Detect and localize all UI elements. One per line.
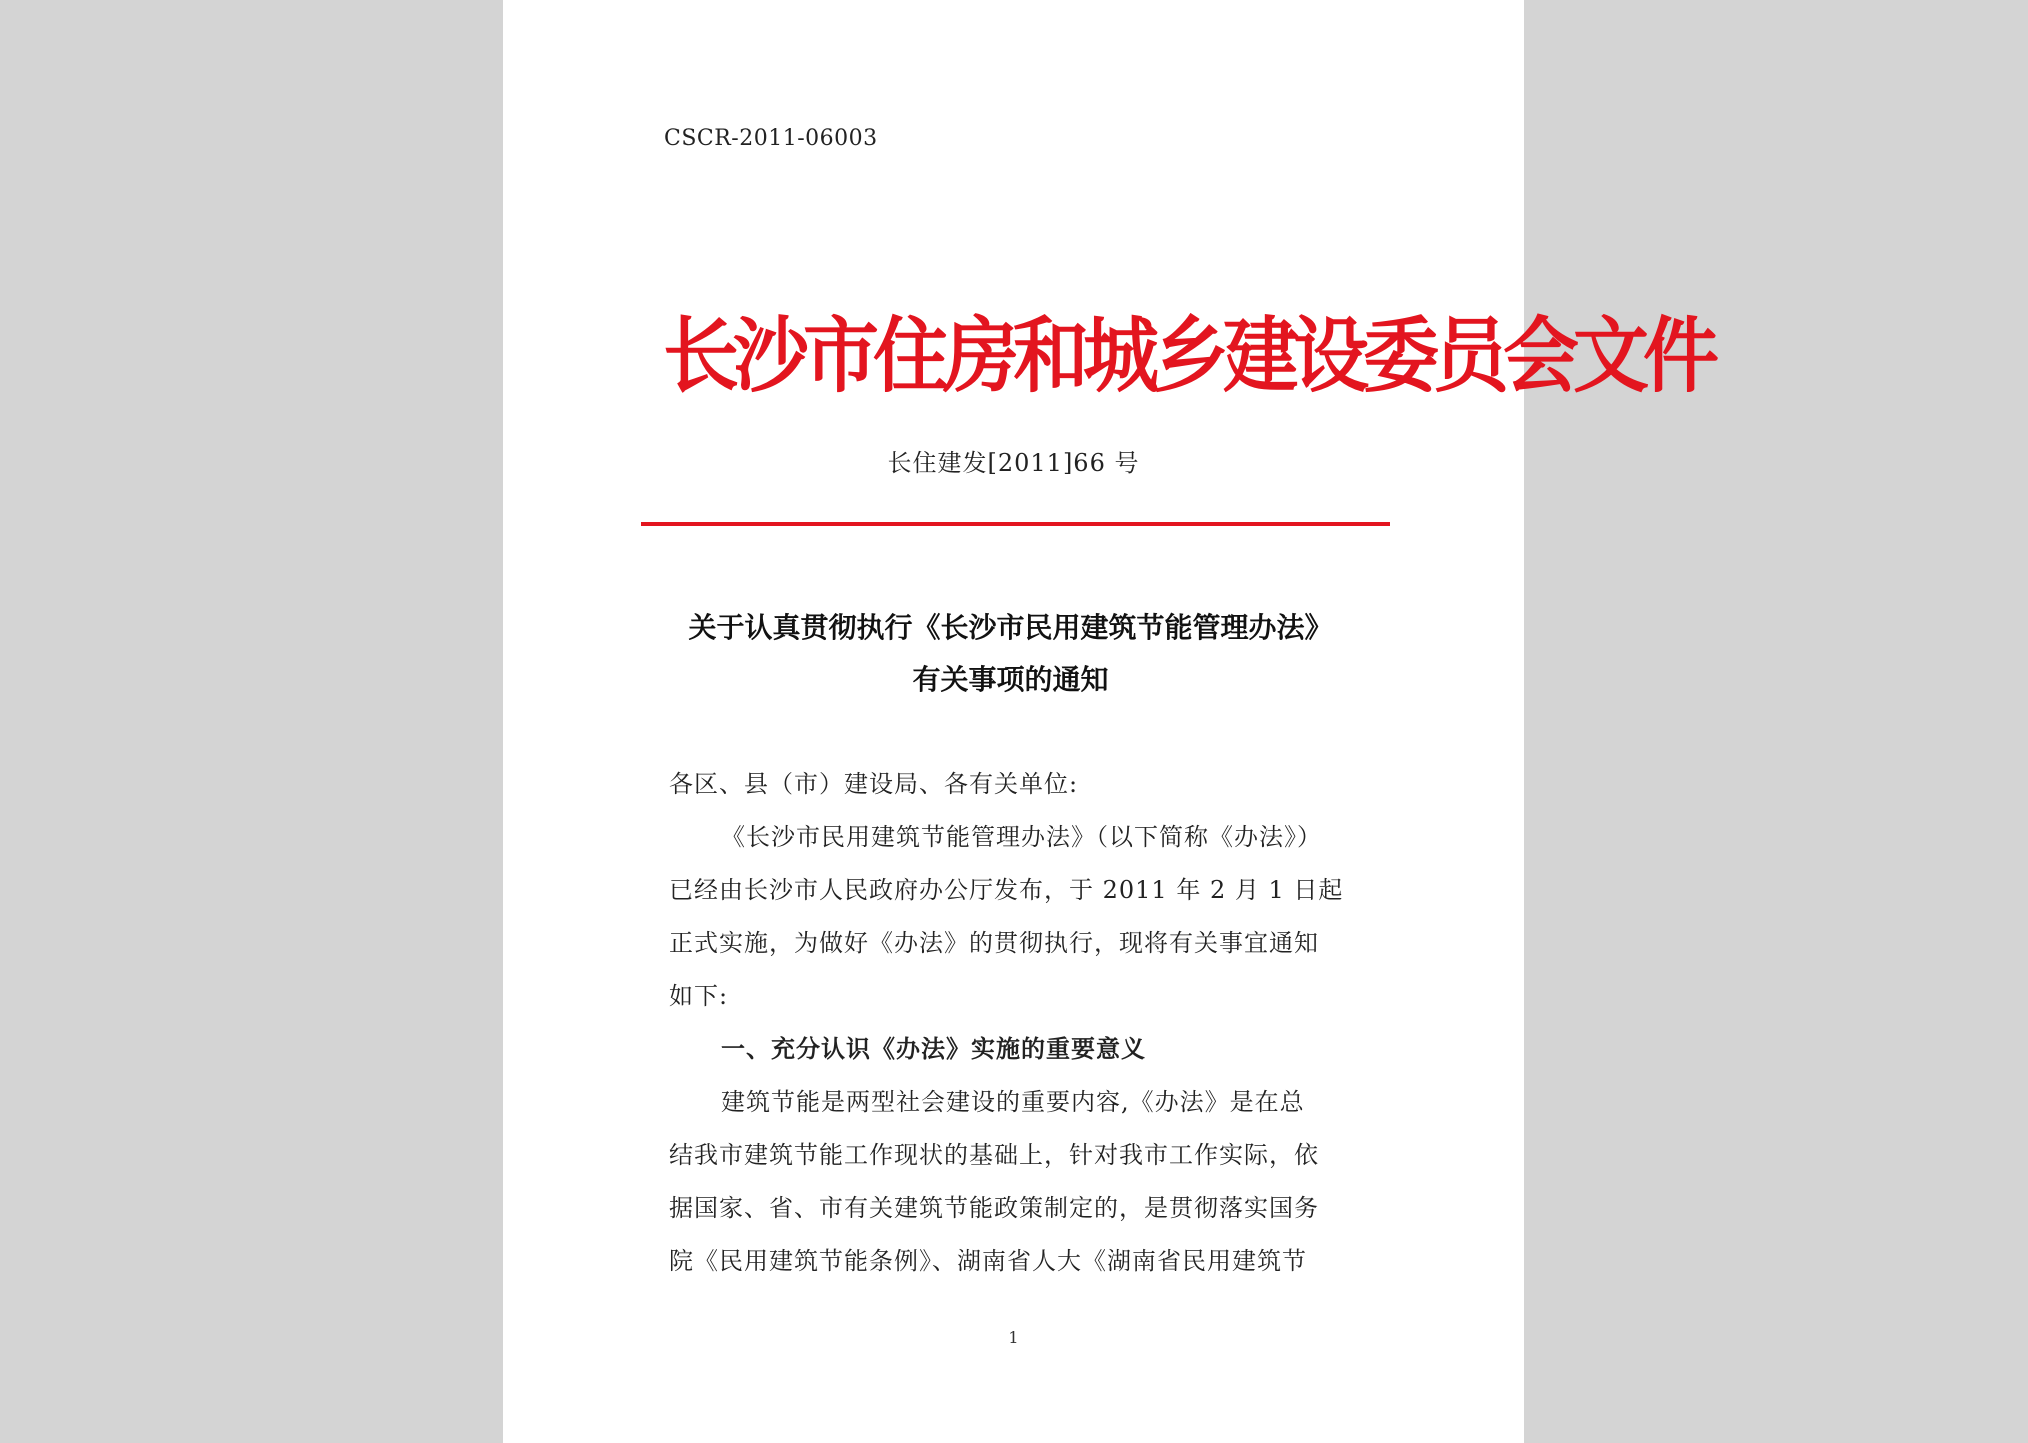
paragraph-1-line: 已经由长沙市人民政府办公厅发布，于 2011 年 2 月 1 日起 <box>669 876 1344 904</box>
paragraph-1-line: 《长沙市民用建筑节能管理办法》（以下简称《办法》） <box>721 823 1322 851</box>
paragraph-2-line: 结我市建筑节能工作现状的基础上，针对我市工作实际，依 <box>669 1141 1319 1169</box>
document-code: CSCR-2011-06003 <box>664 126 878 151</box>
issuer-header: 长沙市住房和城乡建设委员会文件 <box>663 307 1713 404</box>
title-line-2: 有关事项的通知 <box>912 663 1109 696</box>
document-number: 长住建发[2011]66 号 <box>887 449 1140 477</box>
salutation: 各区、县（市）建设局、各有关单位: <box>669 770 1079 798</box>
paragraph-1-line: 如下: <box>669 982 729 1010</box>
title-line-1: 关于认真贯彻执行《长沙市民用建筑节能管理办法》 <box>688 611 1333 644</box>
paragraph-2-line: 建筑节能是两型社会建设的重要内容,《办法》是在总 <box>721 1088 1305 1116</box>
page-number: 1 <box>1008 1328 1019 1347</box>
section-1-heading: 一、充分认识《办法》实施的重要意义 <box>721 1035 1146 1063</box>
notice-title <box>633 602 1388 706</box>
document-page <box>503 0 1713 1443</box>
paragraph-2-line: 据国家、省、市有关建筑节能政策制定的，是贯彻落实国务 <box>669 1194 1319 1222</box>
paragraph-1-line: 正式实施，为做好《办法》的贯彻执行，现将有关事宜通知 <box>669 929 1319 957</box>
paragraph-2-line: 院《民用建筑节能条例》、湖南省人大《湖南省民用建筑节 <box>669 1247 1307 1275</box>
document-body <box>669 758 1369 1288</box>
red-divider <box>641 522 1390 526</box>
